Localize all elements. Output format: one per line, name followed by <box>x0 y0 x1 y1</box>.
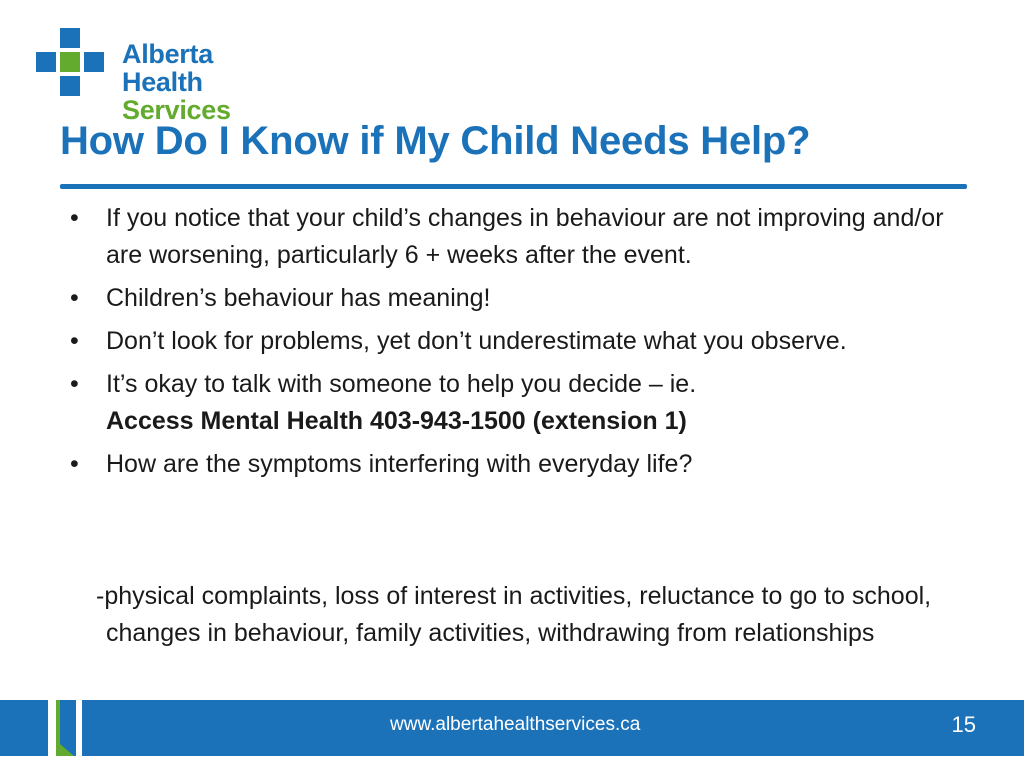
cross-logo-icon <box>34 26 114 102</box>
bullet-marker: • <box>70 284 79 312</box>
title-divider <box>60 184 967 189</box>
bullet-list <box>60 200 960 489</box>
page-number: 15 <box>951 712 976 737</box>
bullet-marker: • <box>70 327 79 355</box>
footer-logo-mark-icon <box>0 700 100 756</box>
bullet-text: It’s okay to talk with someone to help you decide – ie. <box>106 370 697 398</box>
bullet-text: If you notice that your child’s changes in behaviour are not improving and/or are worsening, particularly 6 + weeks after the event. <box>106 204 944 269</box>
bullet-item <box>60 366 960 440</box>
bullet-text: How are the symptoms interfering with everyday life? <box>106 450 693 478</box>
bullet-marker: • <box>70 204 79 232</box>
footer-bar <box>0 700 1024 756</box>
access-mental-health-phone: Access Mental Health 403-943-1500 (extension 1) <box>106 407 687 435</box>
bullet-item <box>60 323 960 360</box>
bullet-item <box>60 280 960 317</box>
ahs-logo <box>34 26 294 125</box>
slide-title: How Do I Know if My Child Needs Help? <box>60 119 811 163</box>
bullet-text: Children’s behaviour has meaning! <box>106 284 491 312</box>
logo-wordmark <box>122 40 294 124</box>
bullet-item <box>60 200 960 274</box>
logo-line-2: Services <box>122 95 231 125</box>
bullet-text: Don’t look for problems, yet don’t underestimate what you observe. <box>106 327 847 355</box>
bullet-marker: • <box>70 450 79 478</box>
bullet-item <box>60 446 960 483</box>
logo-line-1: Alberta Health <box>122 39 213 97</box>
symptoms-detail: -physical complaints, loss of interest in activities, reluctance to go to school, changes in behaviour, family activities, withdrawing from relationships <box>96 582 932 647</box>
footer-url[interactable]: www.albertahealthservices.ca <box>390 714 641 735</box>
bullet-marker: • <box>70 370 79 398</box>
